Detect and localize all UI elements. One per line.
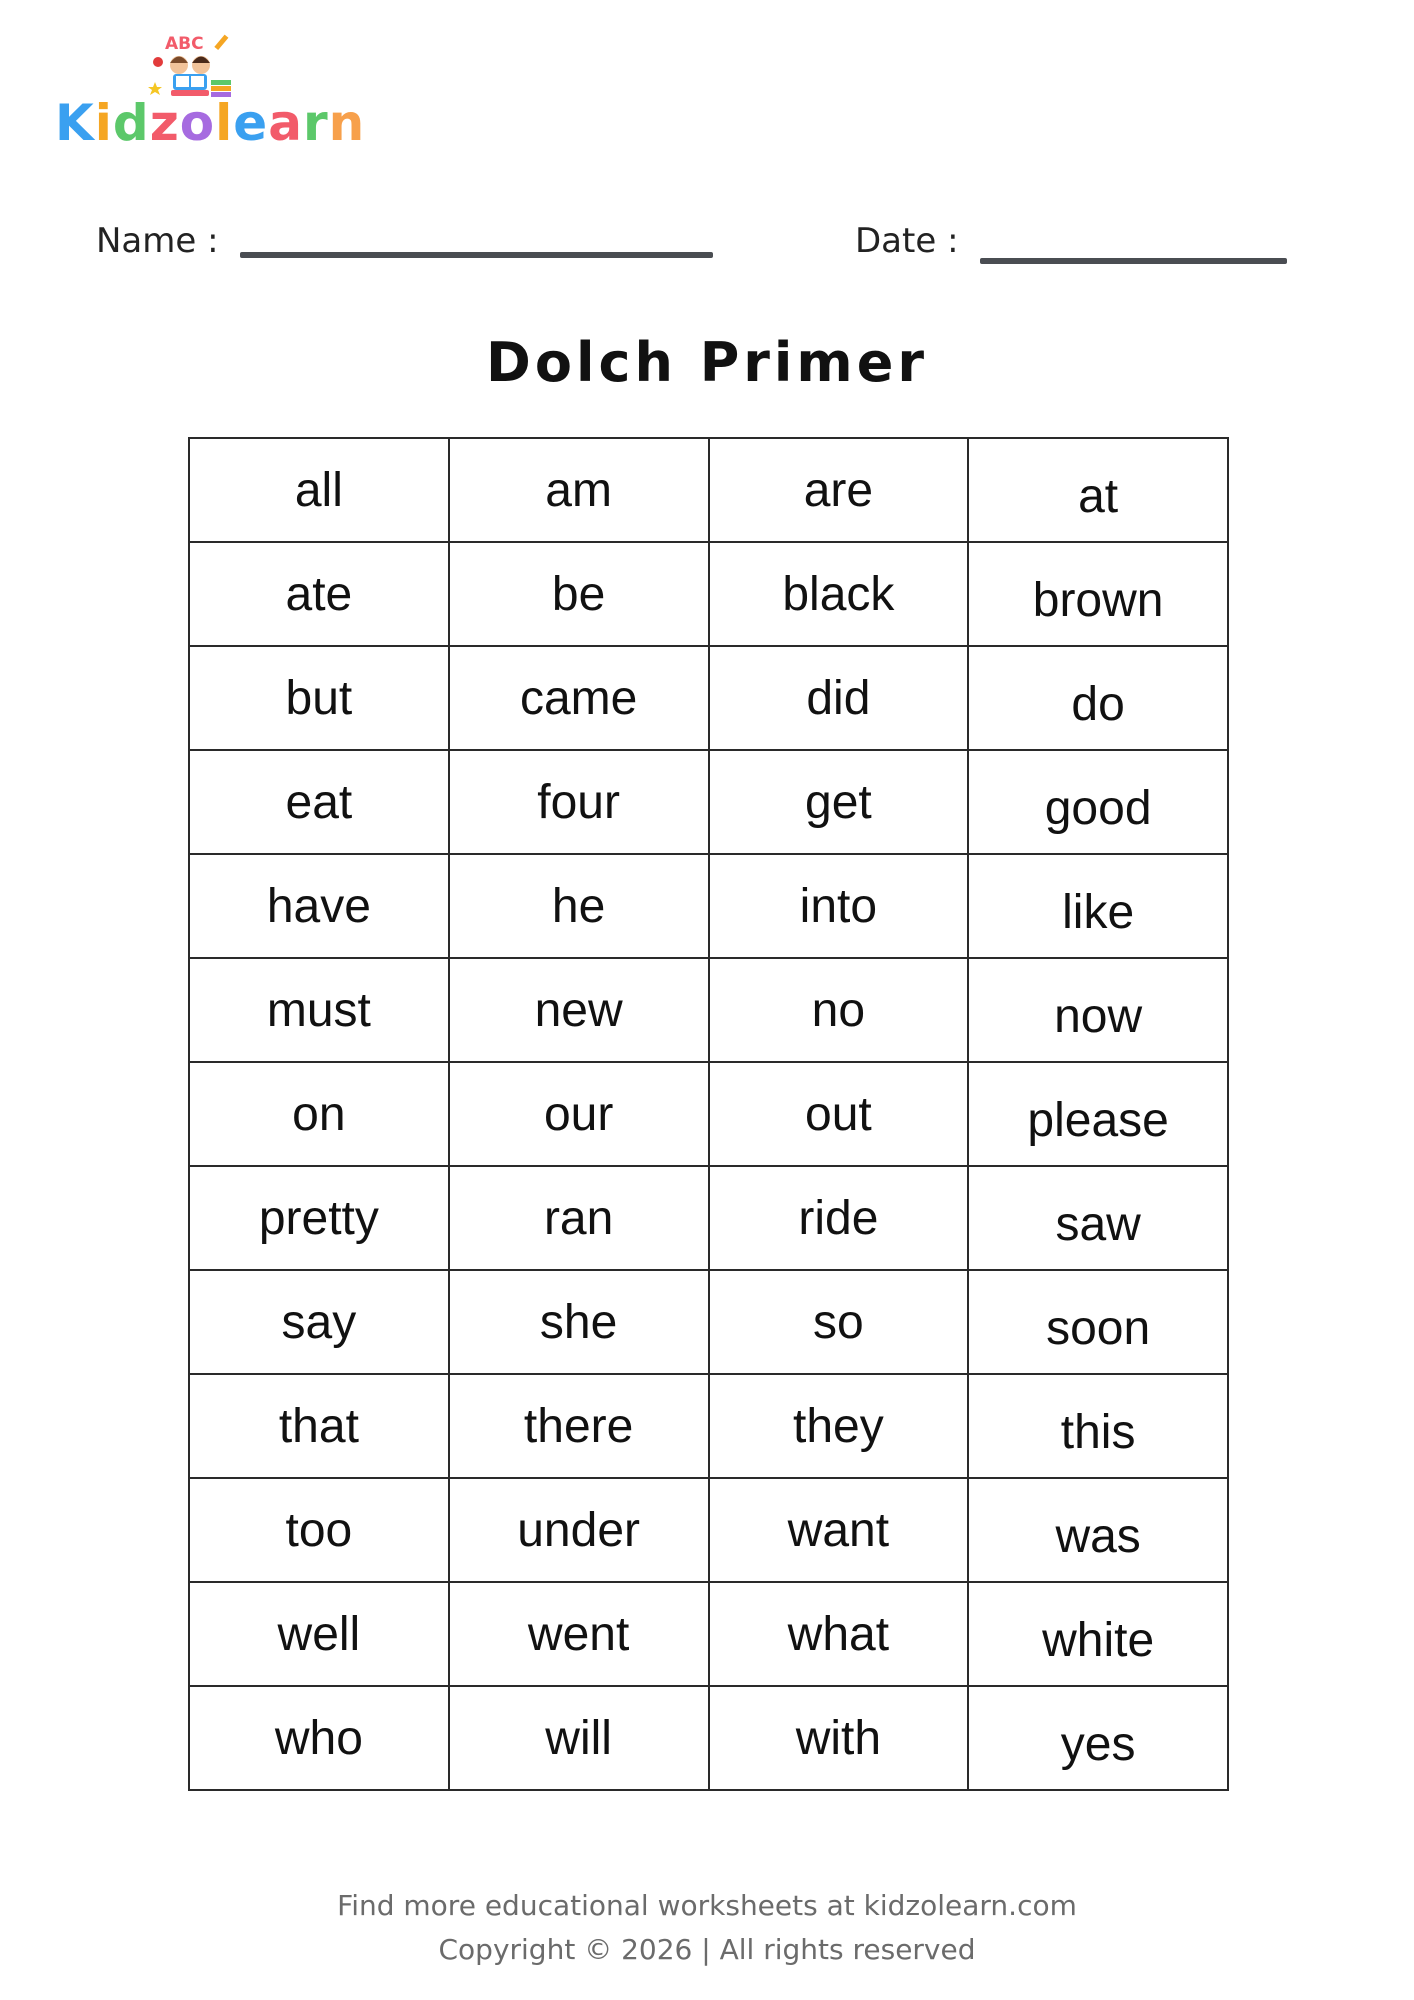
sight-word: what <box>787 1607 890 1661</box>
sight-word: they <box>793 1399 884 1453</box>
word-cell <box>449 1270 709 1374</box>
word-cell <box>709 854 969 958</box>
table-row <box>189 1166 1228 1270</box>
sight-word: was <box>1055 1509 1141 1563</box>
logo-letter: K <box>55 94 95 152</box>
word-cell <box>968 438 1228 542</box>
kidzolearn-logo <box>55 30 366 160</box>
sight-word: at <box>1078 469 1119 523</box>
kidzolearn-wordmark <box>55 94 366 152</box>
sight-word: there <box>523 1399 634 1453</box>
sight-word: ran <box>543 1191 614 1245</box>
word-cell <box>189 750 449 854</box>
sight-word: please <box>1027 1093 1169 1147</box>
sight-word: but <box>285 671 353 725</box>
word-cell <box>189 1166 449 1270</box>
table-row <box>189 438 1228 542</box>
sight-word: new <box>534 983 623 1037</box>
sight-word: am <box>545 463 612 517</box>
sight-word: on <box>292 1087 346 1141</box>
word-cell <box>449 1686 709 1790</box>
word-cell <box>449 1166 709 1270</box>
sight-word: too <box>285 1503 353 1557</box>
sight-word: all <box>294 463 343 517</box>
logo-letter: o <box>179 94 216 152</box>
word-cell <box>709 646 969 750</box>
table-row <box>189 958 1228 1062</box>
word-cell <box>709 750 969 854</box>
sight-word: now <box>1054 989 1143 1043</box>
table-row <box>189 1270 1228 1374</box>
sight-word: want <box>787 1503 890 1557</box>
word-cell <box>449 1062 709 1166</box>
footer-website-text: Find more educational worksheets at kidzolearn.com <box>337 1889 1077 1922</box>
word-cell <box>449 1582 709 1686</box>
word-cell <box>449 438 709 542</box>
word-cell <box>189 646 449 750</box>
sight-word: get <box>805 775 872 829</box>
sight-word: ate <box>285 567 353 621</box>
word-cell <box>968 1374 1228 1478</box>
word-cell <box>189 1374 449 1478</box>
word-cell <box>189 1582 449 1686</box>
sight-word: must <box>266 983 371 1037</box>
sight-word: went <box>527 1607 630 1661</box>
sight-word-table <box>188 437 1229 1791</box>
sight-word: eat <box>285 775 353 829</box>
word-cell <box>449 1374 709 1478</box>
word-cell <box>189 854 449 958</box>
word-cell <box>709 958 969 1062</box>
name-label: Name : <box>96 221 219 261</box>
sight-word: well <box>277 1607 361 1661</box>
name-field-line[interactable] <box>240 252 713 258</box>
date-field-line[interactable] <box>980 258 1287 264</box>
sight-word: good <box>1044 781 1152 835</box>
word-cell <box>709 438 969 542</box>
sight-word: this <box>1060 1405 1136 1459</box>
logo-letter: a <box>268 94 303 152</box>
word-cell <box>709 1166 969 1270</box>
word-cell <box>968 646 1228 750</box>
sight-word: will <box>545 1711 612 1765</box>
table-row <box>189 1582 1228 1686</box>
table-row <box>189 1686 1228 1790</box>
word-cell <box>449 854 709 958</box>
sight-word: pretty <box>258 1191 379 1245</box>
word-cell <box>449 542 709 646</box>
sight-word: black <box>782 567 895 621</box>
worksheet-title: Dolch Primer <box>486 331 928 394</box>
word-cell <box>968 1270 1228 1374</box>
sight-word: four <box>537 775 620 829</box>
word-cell <box>449 958 709 1062</box>
logo-letter: z <box>149 94 180 152</box>
logo-letter: d <box>112 94 150 152</box>
word-cell <box>189 1270 449 1374</box>
logo-letter: n <box>328 94 366 152</box>
word-cell <box>968 1062 1228 1166</box>
word-cell <box>189 1686 449 1790</box>
word-cell <box>709 1374 969 1478</box>
word-cell <box>709 1582 969 1686</box>
table-row <box>189 1374 1228 1478</box>
sight-word: did <box>806 671 871 725</box>
sight-word: ride <box>798 1191 879 1245</box>
word-cell <box>709 1686 969 1790</box>
word-cell <box>449 750 709 854</box>
sight-word: no <box>811 983 866 1037</box>
sight-word: she <box>539 1295 618 1349</box>
sight-word: with <box>795 1711 882 1765</box>
table-row <box>189 750 1228 854</box>
sight-word: under <box>517 1503 640 1557</box>
word-cell <box>709 542 969 646</box>
date-label: Date : <box>855 221 959 261</box>
logo-letter: l <box>215 94 234 152</box>
word-cell <box>189 1478 449 1582</box>
sight-word: white <box>1042 1613 1155 1667</box>
table-row <box>189 1478 1228 1582</box>
word-cell <box>968 1686 1228 1790</box>
sight-word: that <box>278 1399 359 1453</box>
sight-word: do <box>1071 677 1125 731</box>
word-cell <box>449 1478 709 1582</box>
sight-word: into <box>799 879 878 933</box>
word-cell <box>189 438 449 542</box>
sight-word: came <box>519 671 638 725</box>
word-cell <box>968 958 1228 1062</box>
logo-abc-text: ABC <box>165 34 204 54</box>
sight-word: like <box>1062 885 1135 939</box>
word-cell <box>968 1582 1228 1686</box>
logo-letter: i <box>94 94 113 152</box>
table-row <box>189 854 1228 958</box>
word-cell <box>968 854 1228 958</box>
sight-word: brown <box>1032 573 1164 627</box>
sight-word: be <box>551 567 606 621</box>
word-cell <box>709 1062 969 1166</box>
sight-word: soon <box>1046 1301 1151 1355</box>
sight-word: so <box>813 1295 864 1349</box>
word-cell <box>968 1478 1228 1582</box>
word-cell <box>709 1270 969 1374</box>
sight-word: say <box>281 1295 357 1349</box>
table-row <box>189 542 1228 646</box>
table-row <box>189 646 1228 750</box>
word-cell <box>968 542 1228 646</box>
word-cell <box>709 1478 969 1582</box>
word-cell <box>189 542 449 646</box>
table-row <box>189 1062 1228 1166</box>
sight-word: he <box>551 879 606 933</box>
sight-word: our <box>543 1087 614 1141</box>
word-cell <box>968 1166 1228 1270</box>
word-cell <box>189 958 449 1062</box>
sight-word: have <box>266 879 371 933</box>
sight-word: yes <box>1060 1717 1136 1771</box>
logo-letter: e <box>233 94 269 152</box>
word-cell <box>968 750 1228 854</box>
word-cell <box>189 1062 449 1166</box>
sight-word: who <box>274 1711 363 1765</box>
sight-word: out <box>805 1087 872 1141</box>
footer-copyright-text: Copyright © 2026 | All rights reserved <box>438 1933 976 1966</box>
sight-word: are <box>803 463 874 517</box>
sight-word: saw <box>1055 1197 1141 1251</box>
logo-letter: r <box>302 94 329 152</box>
word-cell <box>449 646 709 750</box>
